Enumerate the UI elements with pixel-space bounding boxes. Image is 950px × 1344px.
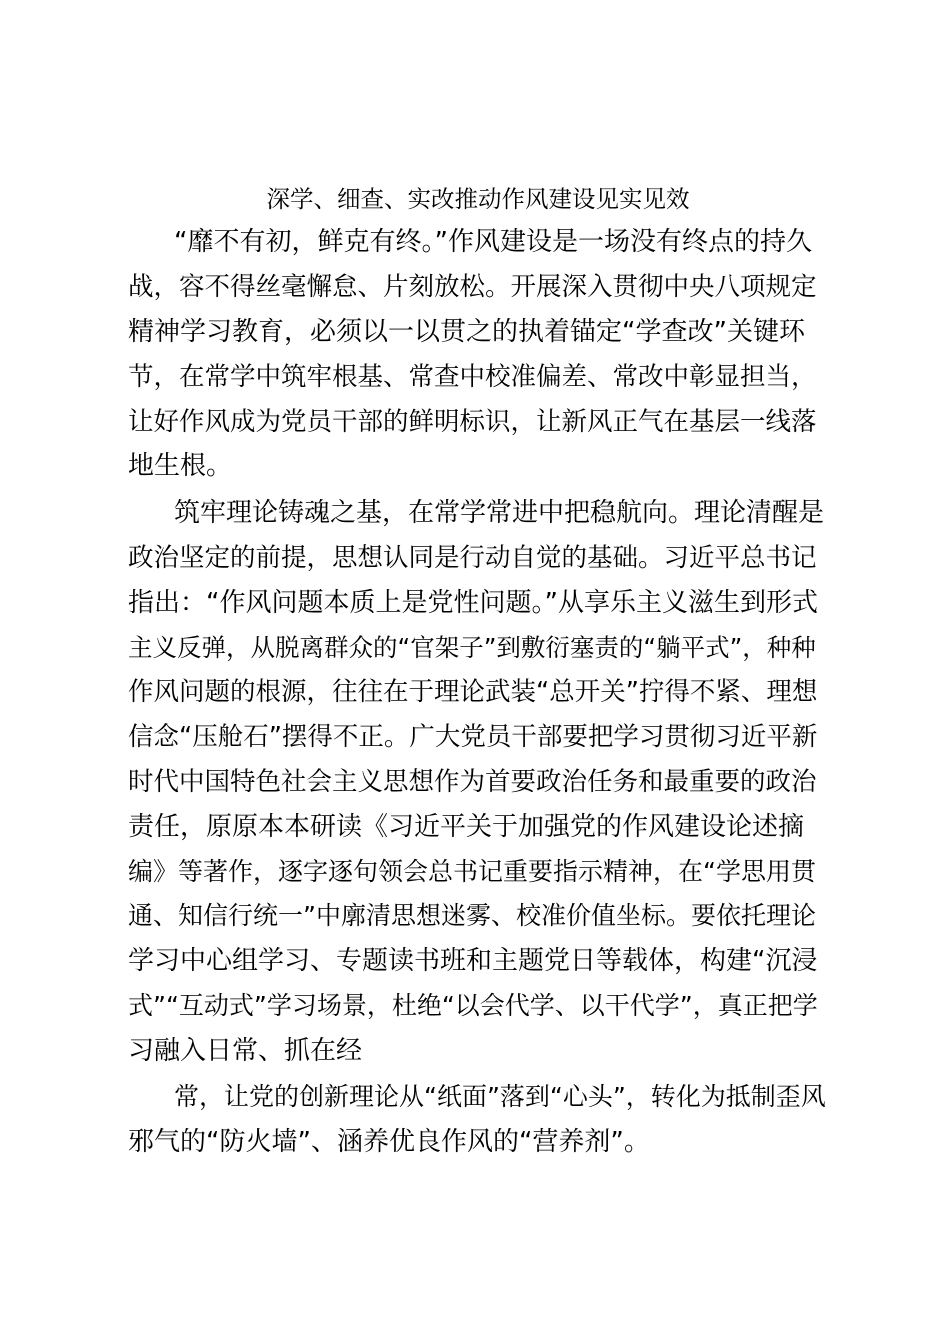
paragraph-2-line: 信念“压舱石”摆得不正。广大党员干部要把学习贯彻习近平新 bbox=[128, 722, 818, 752]
paragraph-2-line: 主义反弹，从脱离群众的“官架子”到敷衍塞责的“躺平式”，种种 bbox=[128, 633, 816, 662]
paragraph-2-line: 习融入日常、抓在经 bbox=[128, 1036, 363, 1066]
paragraph-2-line: 通、知信行统一”中廓清思想迷雾、校准价值坐标。要依托理论 bbox=[128, 901, 816, 930]
paragraph-2-line: 时代中国特色社会主义思想作为首要政治任务和最重要的政治 bbox=[128, 767, 817, 797]
paragraph-2-line: 式”“互动式”学习场景，杜绝“以会代学、以干代学”，真正把学 bbox=[128, 991, 818, 1020]
paragraph-2-line: 学习中心组学习、专题读书班和主题党日等载体，构建“沉浸 bbox=[128, 946, 818, 976]
paragraph-2-line: 作风问题的根源，往往在于理论武装“总开关”拧得不紧、理想 bbox=[128, 677, 818, 707]
paragraph-1-line: 战，容不得丝毫懈怠、片刻放松。开展深入贯彻中央八项规定 bbox=[128, 272, 817, 302]
paragraph-1-line: “靡不有初，鲜克有终。”作风建设是一场没有终点的持久 bbox=[174, 227, 812, 257]
paragraph-1-line: 节，在常学中筑牢根基、常查中校准偏差、常改中彰显担当， bbox=[128, 362, 817, 392]
paragraph-2-line: 筑牢理论铸魂之基，在常学常进中把稳航向。理论清醒是 bbox=[174, 498, 825, 528]
paragraph-2-line: 编》等著作，逐字逐句领会总书记重要指示精神，在“学思用贯 bbox=[128, 857, 816, 886]
paragraph-1-line: 地生根。 bbox=[128, 451, 233, 481]
paragraph-1-line: 让好作风成为党员干部的鲜明标识，让新风正气在基层一线落 bbox=[128, 407, 817, 437]
paragraph-1-line: 精神学习教育，必须以一以贯之的执着锚定“学查改”关键环 bbox=[128, 317, 805, 347]
paragraph-3-line: 邪气的“防火墙”、涵养优良作风的“营养剂”。 bbox=[128, 1127, 650, 1157]
paragraph-2-line: 责任，原原本本研读《习近平关于加强党的作风建设论述摘 bbox=[128, 812, 805, 842]
document-title: 深学、细查、实改推动作风建设见实见效 bbox=[266, 185, 690, 213]
paragraph-2-line: 指出：“作风问题本质上是党性问题。”从享乐主义滋生到形式 bbox=[128, 588, 818, 618]
paragraph-3-line: 常，让党的创新理论从“纸面”落到“心头”，转化为抵制歪风 bbox=[174, 1082, 826, 1111]
paragraph-2-line: 政治坚定的前提，思想认同是行动自觉的基础。习近平总书记 bbox=[128, 543, 817, 573]
document-page bbox=[128, 0, 828, 1344]
